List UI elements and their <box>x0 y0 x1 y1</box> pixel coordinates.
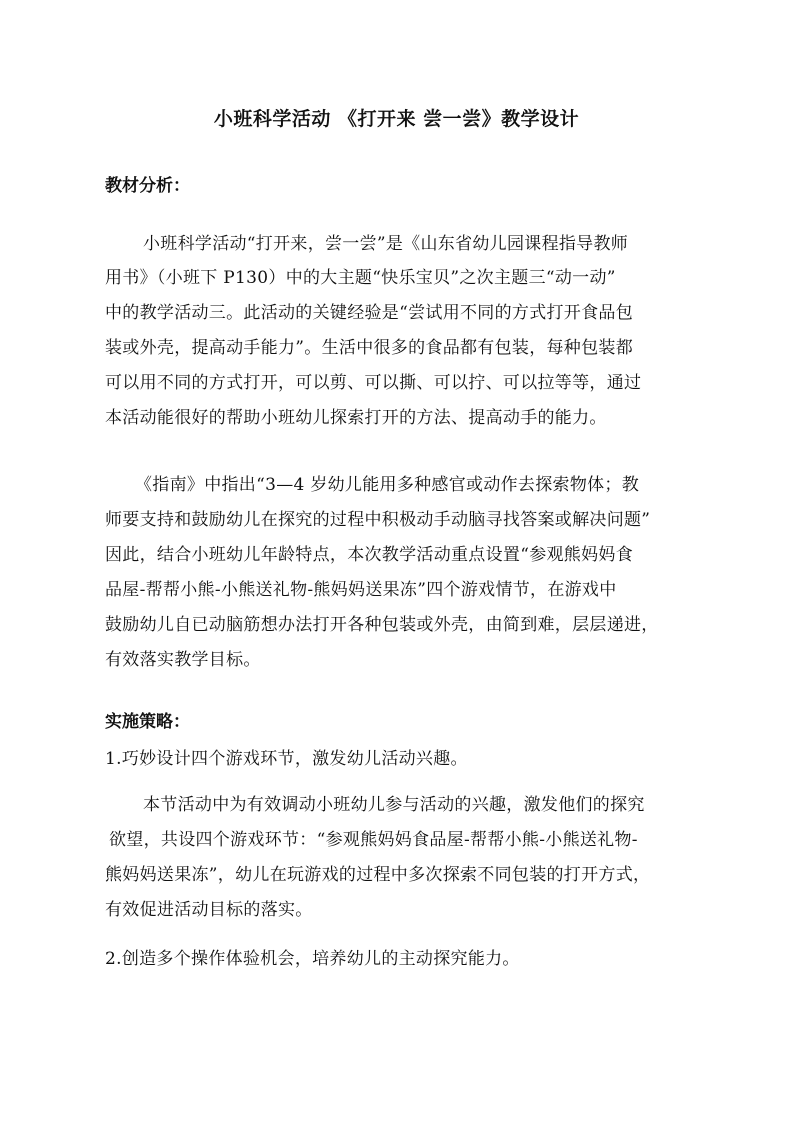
paragraph-line: 因此，结合小班幼儿年龄特点，本次教学活动重点设置“参观熊妈妈食 <box>105 545 633 565</box>
list-item: 1.巧妙设计四个游戏环节，激发幼儿活动兴趣。 <box>105 749 468 769</box>
paragraph-line: 鼓励幼儿自已动脑筋想办法打开各种包装或外壳，由简到难，层层递进， <box>105 615 659 635</box>
paragraph-line: 小班科学活动“打开来，尝一尝”是《山东省幼儿园课程指导教师 <box>143 234 629 254</box>
paragraph-line: 本活动能很好的帮助小班幼儿探索打开的方法、提高动手的能力。 <box>105 408 607 428</box>
paragraph-line: 欲望，共设四个游戏环节：“参观熊妈妈食品屋-帮帮小熊-小熊送礼物- <box>109 830 638 850</box>
paragraph-line: 用书》（小班下 P130）中的大主题“快乐宝贝”之次主题三“动一动” <box>105 268 616 288</box>
paragraph-line: 熊妈妈送果冻”，幼儿在玩游戏的过程中多次探索不同包装的打开方式， <box>105 865 651 885</box>
paragraph-line: 《指南》中指出“3—4 岁幼儿能用多种感官或动作去探索物体；教 <box>135 475 640 495</box>
paragraph-line: 中的教学活动三。此活动的关键经验是“尝试用不同的方式打开食品包 <box>105 303 633 323</box>
section-heading-analysis: 教材分析： <box>105 176 190 196</box>
paragraph-line: 可以用不同的方式打开，可以剪、可以撕、可以拧、可以拉等等，通过 <box>105 373 642 393</box>
paragraph-line: 有效促进活动目标的落实。 <box>105 900 313 920</box>
list-item: 2.创造多个操作体验机会，培养幼儿的主动探究能力。 <box>105 949 520 969</box>
paragraph-line: 装或外壳，提高动手能力”。生活中很多的食品都有包装，每种包装都 <box>105 338 633 358</box>
paragraph-line: 师要支持和鼓励幼儿在探究的过程中积极动手动脑寻找答案或解决问题” <box>105 510 651 530</box>
section-heading-strategy: 实施策略： <box>105 712 190 732</box>
paragraph-line: 品屋-帮帮小熊-小熊送礼物-熊妈妈送果冻”四个游戏情节，在游戏中 <box>105 580 617 600</box>
paragraph-line: 本节活动中为有效调动小班幼儿参与活动的兴趣，激发他们的探究 <box>143 795 645 815</box>
document-title: 小班科学活动 《打开来 尝一尝》教学设计 <box>213 108 580 130</box>
paragraph-line: 有效落实教学目标。 <box>105 650 261 670</box>
